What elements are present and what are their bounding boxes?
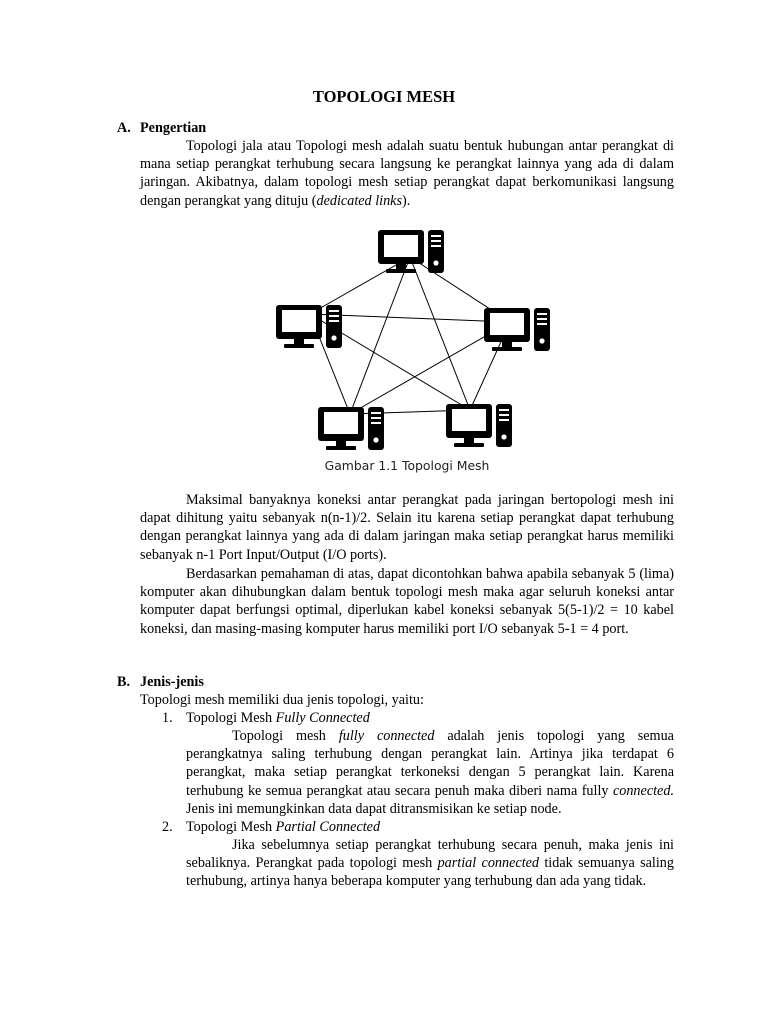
link [310, 257, 410, 314]
section-b-intro: Topologi mesh memiliki dua jenis topologi, yaitu: [140, 692, 424, 708]
link [350, 257, 410, 414]
paragraph-max-connections: Maksimal banyaknya koneksi antar perangkat pada jaringan bertopologi mesh ini dapat dihitung yaitu sebanyak n(n-1)/2. Selain itu karena setiap perangkat dapat terhubung dengan perangkat lainnya yang ada di dalam jaringan maka setiap perangkat harus memiliki sebanyak n-1 Port Input/Output (I/O ports). [140, 492, 674, 563]
figure-caption: Gambar 1.1 Topologi Mesh [324, 458, 490, 473]
link [410, 257, 470, 410]
computer-icon [484, 308, 550, 351]
computer-icon [276, 305, 342, 348]
computer-icon [446, 404, 512, 447]
list-item-body: Jika sebelumnya setiap perangkat terhubung secara penuh, maka jenis ini sebaliknya. Perangkat pada topologi mesh partial connected tidak semuanya saling terhubung, artinya hanya beberapa komputer yang terhubung dan ada yang tidak. [186, 837, 674, 890]
list-item-number: 1. [162, 710, 173, 726]
section-b-letter: B. [117, 674, 131, 690]
mesh-topology-figure [270, 222, 560, 454]
list-item-body: Topologi mesh fully connected adalah jenis topologi yang semua perangkatnya saling terhubung dengan perangkat lain. Artinya jika terdapat 6 perangkat, maka setiap perangkat terkoneksi dengan 5 perangkat lain. Karena terhubung ke semua perangkat atau secara penuh maka diberi nama fully connected. Jenis ini memungkinkan data dapat ditransmisikan ke setiap node. [186, 728, 674, 817]
section-a-letter: A. [117, 120, 131, 136]
list-item-title: Topologi Mesh Partial Connected [186, 819, 381, 835]
computer-icon [378, 230, 444, 273]
page-title: TOPOLOGI MESH [312, 87, 456, 106]
paragraph-example: Berdasarkan pemahaman di atas, dapat dicontohkan bahwa apabila sebanyak 5 (lima) komputer akan dihubungkan dalam bentuk topologi mesh maka agar seluruh koneksi antar komputer dapat berfungsi optimal, diperlukan kabel koneksi sebanyak 5(5-1)/2 = 10 kabel koneksi, dan masing-masing komputer harus memiliki port I/O sebanyak 5-1 = 4 port. [140, 566, 674, 637]
computer-icon [318, 407, 384, 450]
paragraph-definition: Topologi jala atau Topologi mesh adalah suatu bentuk hubungan antar perangkat di mana setiap perangkat terhubung secara langsung ke perangkat lainnya yang ada di dalam jaringan. Akibatnya, dalam topologi mesh setiap perangkat dapat berkomunikasi langsung dengan perangkat yang dituju (dedicated links). [140, 138, 674, 209]
list-item-title: Topologi Mesh Fully Connected [186, 710, 370, 726]
section-a-heading: Pengertian [140, 120, 207, 136]
section-b-heading: Jenis-jenis [140, 674, 204, 690]
list-item-number: 2. [162, 819, 173, 835]
